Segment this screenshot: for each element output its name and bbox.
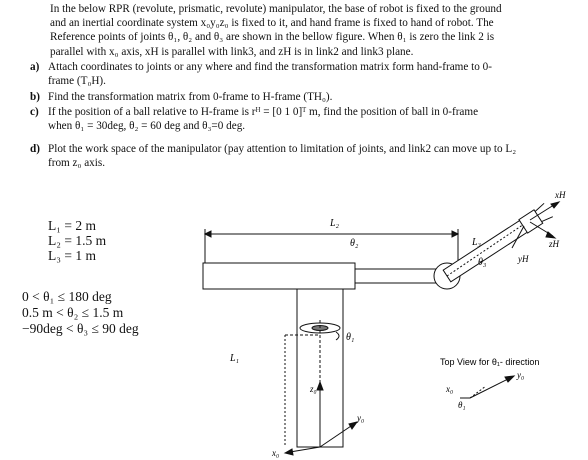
- question-text: when θ₁ = 30deg, θ₂ = 60 deg and θ₃=0 deg.: [48, 120, 246, 133]
- label-l3: L₃: [472, 237, 482, 248]
- label-yh: yH: [518, 254, 529, 264]
- question-label: c): [30, 106, 39, 118]
- question-text: Attach coordinates to joints or any where and find the transformation matrix form hand-frame to 0-: [48, 61, 492, 73]
- question-text: from z₀ axis.: [48, 157, 106, 170]
- question-text: Plot the work space of the manipulator (pay attention to limitation of joints, and link2 can move up to L₂: [48, 143, 517, 155]
- label-l1: L₁: [230, 353, 240, 364]
- x0-axis: [290, 447, 320, 452]
- top-view-y0: [470, 378, 510, 398]
- intro-line: In the below RPR (revolute, prismatic, revolute) manipulator, the base of robot is fixed to the ground: [50, 3, 502, 15]
- param-line: L₂ = 1.5 m: [48, 233, 107, 248]
- link3-bar: [443, 220, 528, 282]
- label-x0: x₀: [272, 448, 280, 458]
- question-label: a): [30, 61, 40, 73]
- label-xh: xH: [555, 190, 566, 200]
- param-line: L₁ = 2 m: [48, 218, 96, 233]
- label-theta2: θ₂: [350, 238, 359, 249]
- limit-line: −90deg < θ₃ ≤ 90 deg: [22, 321, 139, 336]
- question-text: frame (T₀H).: [48, 75, 106, 88]
- top-view-caption: Top View for θ₁- direction: [440, 357, 540, 367]
- param-line: L₃ = 1 m: [48, 248, 96, 263]
- intro-line: and an inertial coordinate system x₀y₀z₀ is fixed to it, and hand frame is fixed to hand of robot. The: [50, 17, 494, 30]
- limit-line: 0.5 m < θ₂ ≤ 1.5 m: [22, 305, 124, 320]
- label-theta1: θ₁: [346, 332, 355, 343]
- intro-line: Reference points of joints θ₁, θ₂ and θ₃ are shown in the bellow figure. When θ₁ is zero the link 2 is: [50, 31, 495, 44]
- label-theta3: θ₃: [478, 257, 487, 268]
- question-text: Find the transformation matrix from 0-frame to H-frame (TH₀).: [48, 91, 333, 103]
- question-label: b): [30, 91, 40, 103]
- label-y0: y₀: [357, 413, 365, 423]
- top-view-label-theta1: θ₁: [458, 400, 466, 410]
- question-label: d): [30, 143, 40, 155]
- top-view-label-x0: x₀: [446, 384, 454, 394]
- label-z0: z₀: [310, 384, 317, 394]
- limit-line: 0 < θ₁ ≤ 180 deg: [22, 289, 112, 304]
- label-l2: L₂: [330, 218, 340, 229]
- label-zh: zH: [549, 239, 560, 249]
- intro-line: parallel with x₀ axis, xH is parallel with link3, and zH is in link2 and link3 plane.: [50, 45, 414, 58]
- link2-sleeve: [203, 263, 355, 289]
- question-text: If the position of a ball relative to H-frame is rᴴ = [0 1 0]ᵀ m, find the position of ball in 0-frame: [48, 106, 479, 118]
- top-view-label-y0: y₀: [517, 370, 525, 380]
